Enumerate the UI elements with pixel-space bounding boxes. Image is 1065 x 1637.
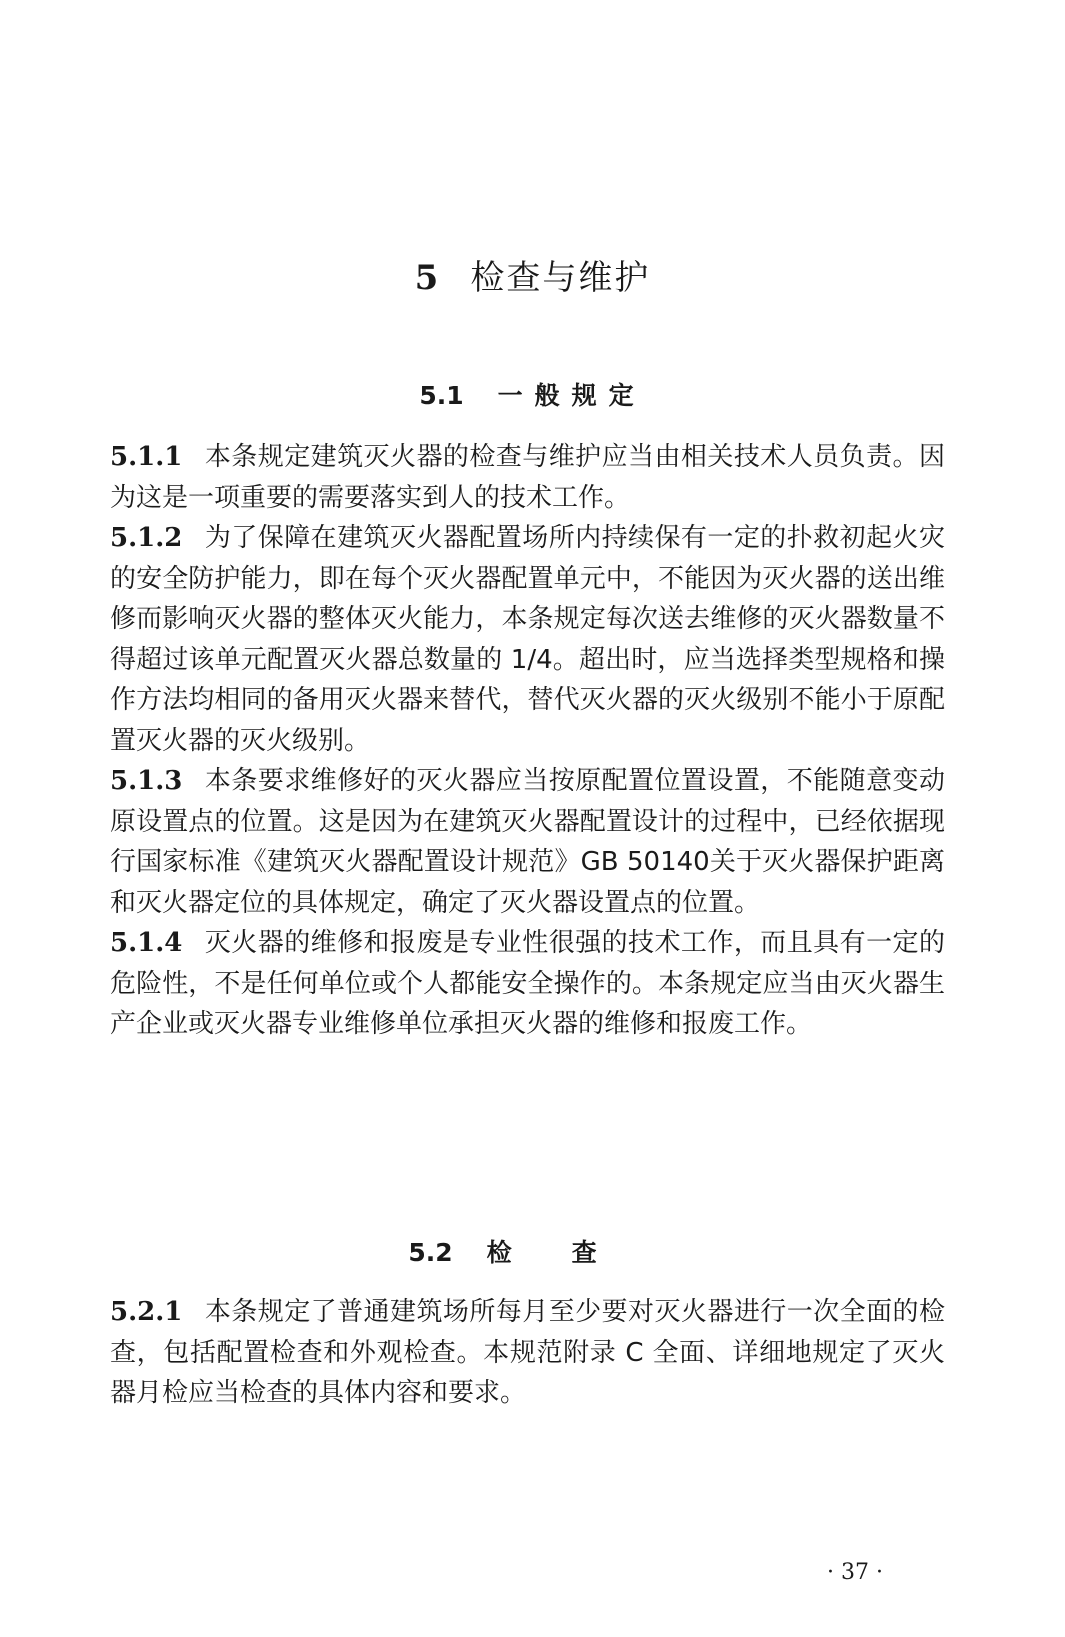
chapter-number: 5: [414, 258, 441, 298]
clause-5-1-3: [110, 761, 945, 923]
clause-number: 5.1.1: [110, 442, 183, 472]
clause-number: 5.1.3: [110, 766, 183, 796]
section-number: 5.2: [408, 1238, 453, 1267]
page-number: · 37 ·: [827, 1560, 883, 1585]
section-number: 5.1: [419, 381, 464, 410]
clause-text: 本条规定建筑灭火器的检查与维护应当由相关技术人员负责。因为这是一项重要的需要落实到人的技术工作。: [110, 442, 945, 513]
section-title: 检查: [486, 1238, 657, 1267]
chapter-title: [0, 250, 1065, 299]
clause-5-1-4: [110, 923, 945, 1045]
section-5-1-body: [110, 437, 945, 1045]
clause-5-2-1: [110, 1292, 945, 1414]
clause-text: 灭火器的维修和报废是专业性很强的技术工作，而且具有一定的危险性，不是任何单位或个人都能安全操作的。本条规定应当由灭火器生产企业或灭火器专业维修单位承担灭火器的维修和报废工作。: [110, 928, 945, 1039]
clause-5-1-1: [110, 437, 945, 518]
section-title: 一般规定: [497, 381, 646, 410]
clause-text: 为了保障在建筑灭火器配置场所内持续保有一定的扑救初起火灾的安全防护能力，即在每个灭火器配置单元中，不能因为灭火器的送出维修而影响灭火器的整体灭火能力，本条规定每次送去维修的灭火器数量不得超过该单元配置灭火器总数量的 1/4。超出时，应当选择类型规格和操作方法均相同的备用灭火器来替代，替代灭火器的灭火级别不能小于原配置灭火器的灭火级别。: [110, 523, 945, 756]
clause-text: 本条规定了普通建筑场所每月至少要对灭火器进行一次全面的检查，包括配置检查和外观检查。本规范附录 C 全面、详细地规定了灭火器月检应当检查的具体内容和要求。: [110, 1297, 945, 1408]
chapter-title-text: 检查与维护: [470, 258, 651, 298]
section-heading-5-2: [0, 1233, 1065, 1269]
clause-number: 5.1.4: [110, 928, 183, 958]
section-5-2-body: [110, 1292, 945, 1414]
section-heading-5-1: [0, 376, 1065, 412]
clause-number: 5.2.1: [110, 1297, 183, 1327]
clause-text: 本条要求维修好的灭火器应当按原配置位置设置，不能随意变动原设置点的位置。这是因为在建筑灭火器配置设计的过程中，已经依据现行国家标准《建筑灭火器配置设计规范》GB 50140关于灭火器保护距离和灭火器定位的具体规定，确定了灭火器设置点的位置。: [110, 766, 945, 918]
clause-5-1-2: [110, 518, 945, 761]
clause-number: 5.1.2: [110, 523, 183, 553]
